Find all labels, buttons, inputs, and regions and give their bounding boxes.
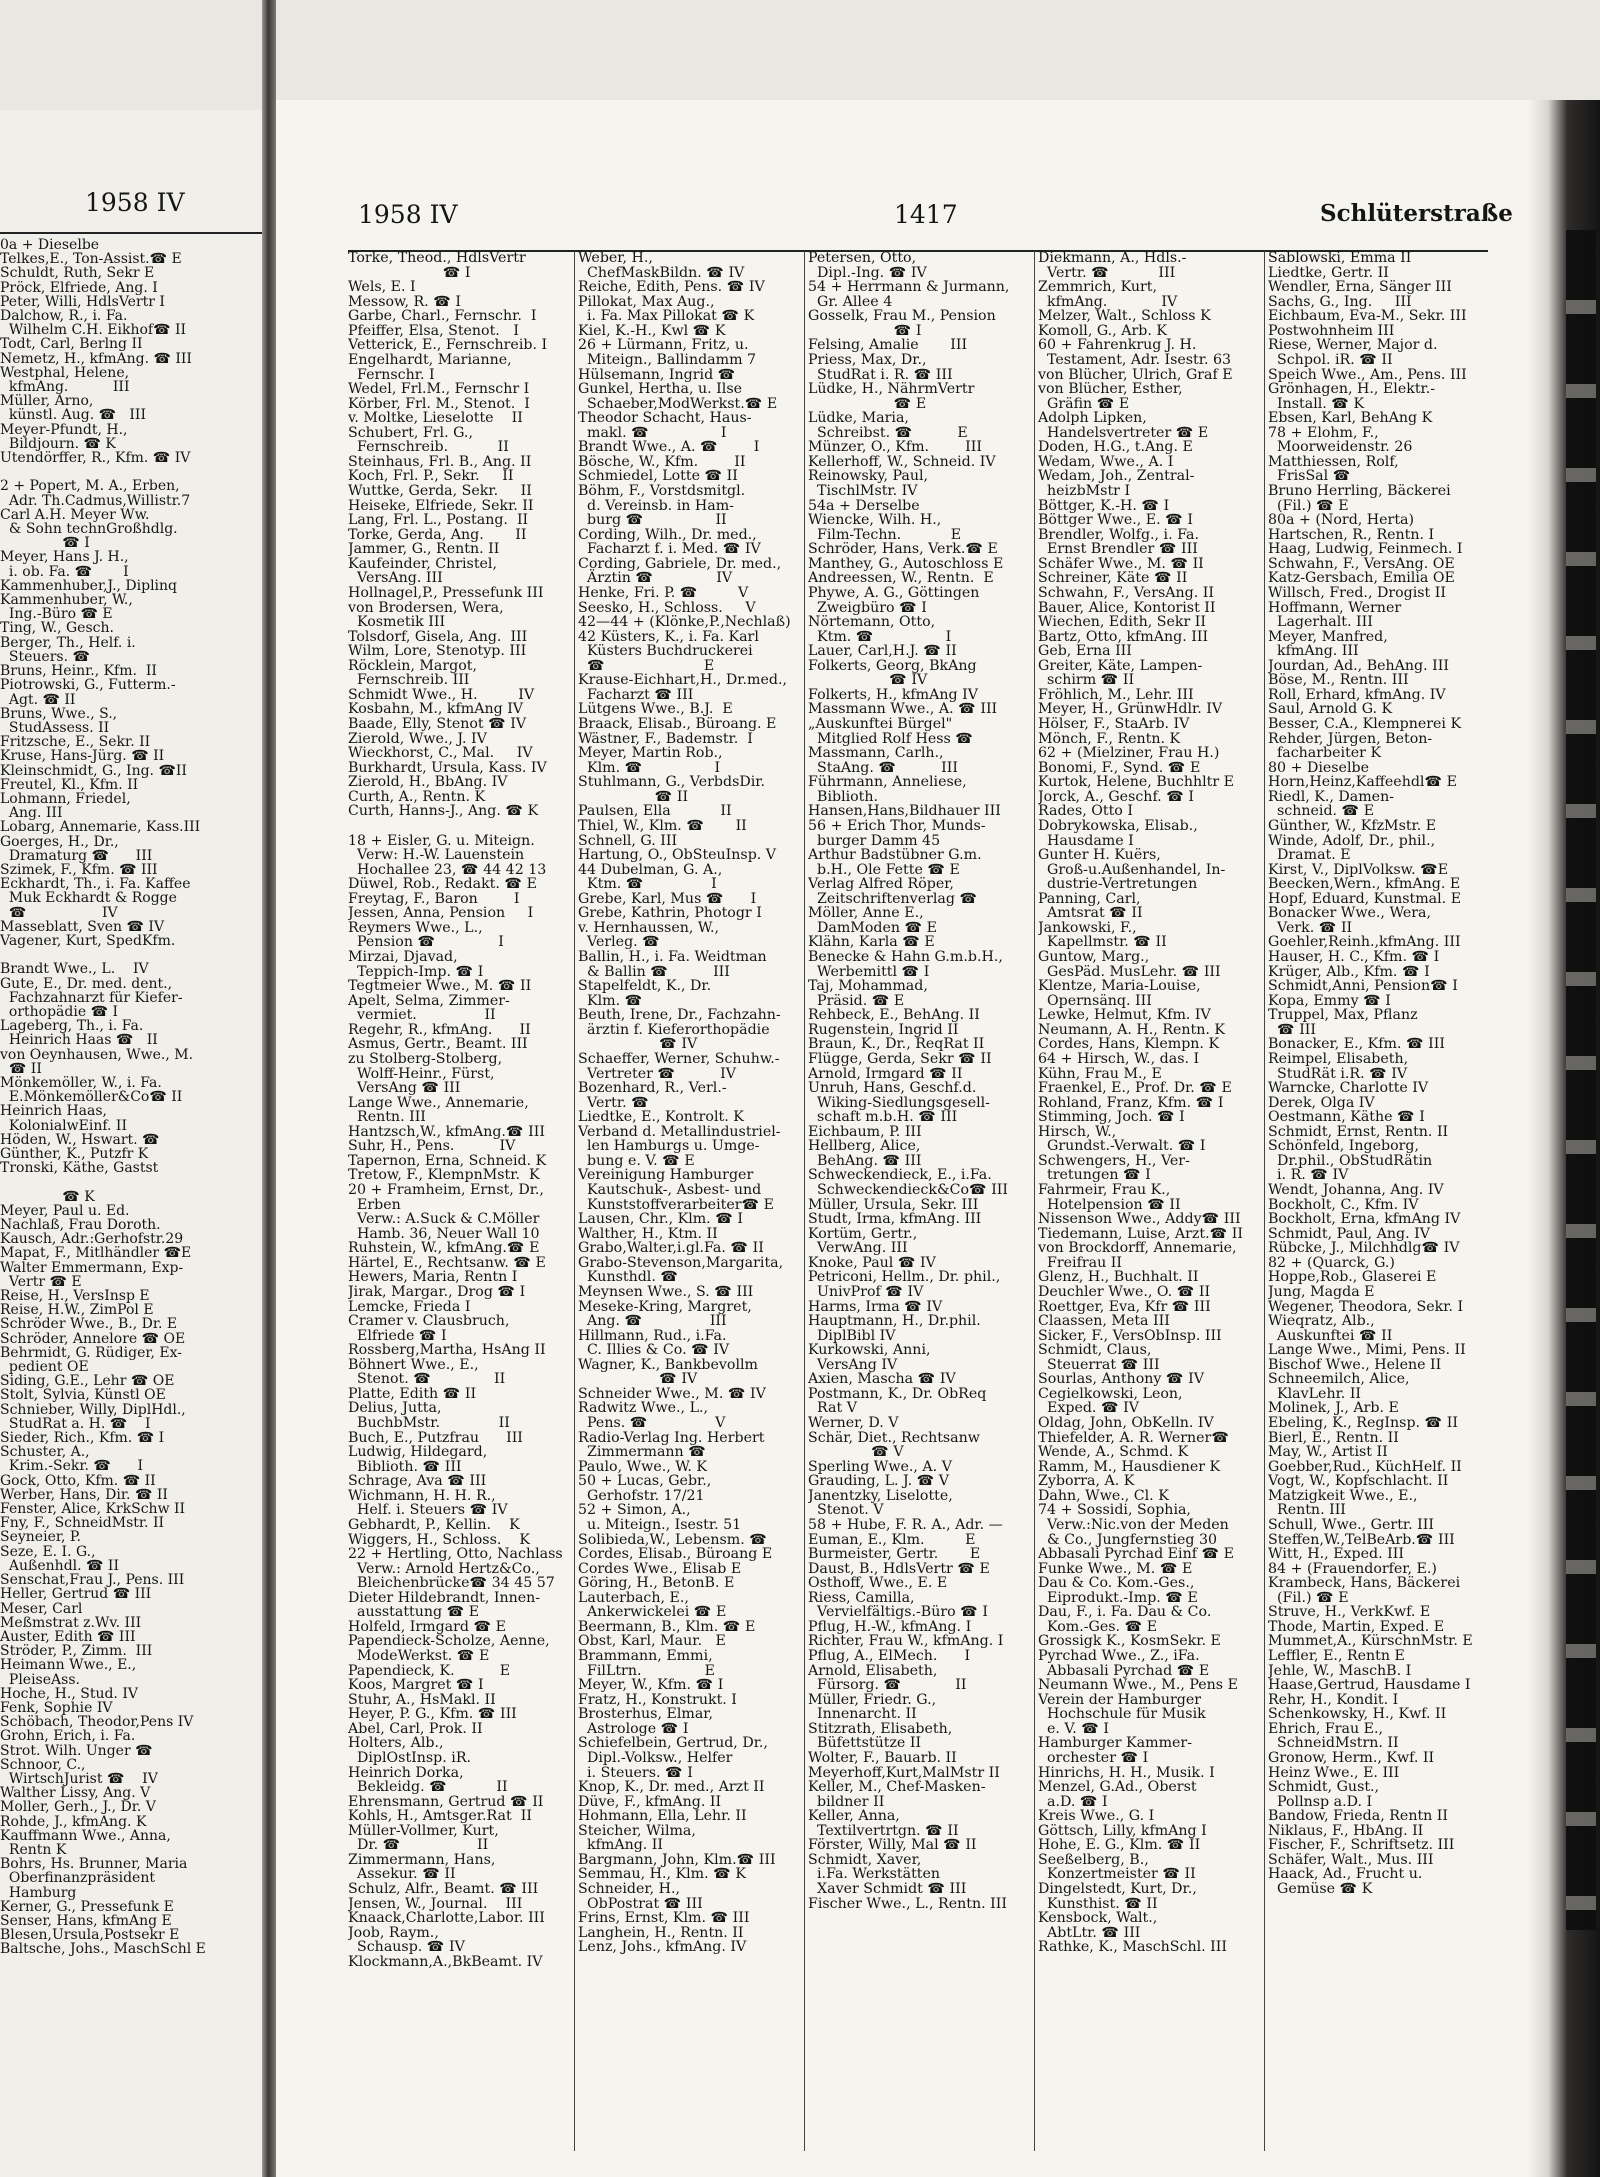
directory-column-4: Diekmann, A., Hdls.- Vertr. ☎ III Zemmrich, Kurt, kfmAng. IV Melzer, Walt., Schloss K Komoll, G., Arb. K 60 + Fahrenkrug J. H. Testament, Adr. Isestr. 63 von Blücher, Ulrich, Graf E von Blücher, Esther, Gräfin ☎ E Adolph Lipken, Handelsvertreter ☎ E Doden, H.G., t.Ang. E Wedam, Wwe., A. I Wedam, Joh., Zentral- heizbMstr I Böttger, K.-H. ☎ I Böttger Wwe., E. ☎ I Brendler, Wolfg., i. Fa. Ernst Brendler ☎ III Schäfer Wwe., M. ☎ II Schreiner, Käte ☎ II Schwahn, F., VersAng. II Bauer, Alice, Kontorist II Wiechen, Edith, Sekr II Bartz, Otto, kfmAng. III Geb, Erna III Greiter, Käte, Lampen- schirm ☎ II Fröhlich, M., Lehr. III Meyer, H., GrünwHdlr. IV Hölser, F., StaArb. IV Mönch, F., Rentn. K 62 + (Mielziner, Frau H.) Bonomi, F., Synd. ☎ E Kurtok, Helene, Buchhltr E Jorck, A., Geschf. ☎ I Rades, Otto I Dobrykowska, Elisab., Hausdame I Gunter H. Kuërs, Groß-u.Außenhandel, In- dustrie-Vertretungen Panning, Carl, Amtsrat ☎ II Jankowski, F., Kapellmstr. ☎ II Guntow, Marg., GesPäd. MusLehr. ☎ III Klentze, Maria-Louise, Opernsänq. III Lewke, Helmut, Kfm. IV Neumann, A. H., Rentn. K Cordes, Hans, Klempn. K 64 + Hirsch, W., das. I Kühn, Frau M., E Fraenkel, E., Prof. Dr. ☎ E Rohland, Franz, Kfm. ☎ I Stimming, Joch. ☎ I Hirsch, W., Grundst.-Verwalt. ☎ I Schwengers, H., Ver- tretungen ☎ I Fahrmeir, Frau K., Hotelpension ☎ II Nissenson Wwe., Addy☎ III Tiedemann, Luise, Arzt.☎ II von Brockdorff, Annemarie, Freifrau II Glenz, H., Buchhalt. II Deuchler Wwe., O. ☎ II Roettger, Eva, Kfr ☎ III Claassen, Meta III Sicker, F., VersObInsp. III Schmidt, Claus, Steuerrat ☎ III Sourlas, Anthony ☎ IV Cegielkowski, Leon, Exped. ☎ IV Oldag, John, ObKelln. IV Thiefelder, A. R. Werner☎ Wende, A., Schmd. K Ramm, M., Hausdiener K Zyborra, A. K Dahn, Wwe., Cl. K 74 + Sossidi, Sophia, Verw.:Nic.von der Meden & Co., Jungfernstieg 30 Abbasali Pyrchad Einf ☎ E Funke Wwe., M. ☎ E Dau & Co. Kom.-Ges., Eiprodukt.-Imp. ☎ E Dau, F., i. Fa. Dau & Co. Kom.-Ges. ☎ E Grossigk K., KosmSekr. E Pyrchad Wwe., Z., iFa. Abbasali Pyrchad ☎ E Neumann Wwe., M., Pens E Verein der Hamburger Hochschule für Musik e. V. ☎ I Hamburger Kammer- orchester ☎ I Hinrichs, H. H., Musik. I Menzel, G.Ad., Oberst a.D. ☎ I Kreis Wwe., G. I Göttsch, Lilly, kfmAng I Hohe, E. G., Klm. ☎ II Seeßelberg, B., Konzertmeister ☎ II Dingelstedt, Kurt, Dr., Kunsthist. ☎ II Kensbock, Walt., AbtLtr. ☎ III Rathke, K., MaschSchl. III [1038,251,1243,1956]
page-number: 1417 [894,200,958,229]
directory-column-3: Petersen, Otto, Dipl.-Ing. ☎ IV 54 + Herrmann & Jurmann, Gr. Allee 4 Gosselk, Frau M., Pension ☎ I Felsing, Amalie III Priess, Max, Dr., StudRat i. R. ☎ III Lüdke, H., NährmVertr ☎ E Lüdke, Maria, Schreibst. ☎ E Münzer, O., Kfm. III Kellerhoff, W., Schneid. IV Reinowsky, Paul, TischlMstr. IV 54a + Derselbe Wiencke, Wilh. H., Film-Techn. E Schröder, Hans, Verk.☎ E Manthey, G., Autoschloss E Andreessen, W., Rentn. E Phywe, A. G., Göttingen Zweigbüro ☎ I Nörtemann, Otto, Ktm. ☎ I Lauer, Carl,H.J. ☎ II Folkerts, Georg, BkAng ☎ IV Folkerts, H., kfmAng IV Massmann Wwe., A. ☎ III „Auskunftei Bürgel" Mitglied Rolf Hess ☎ Massmann, Carlh., StaAng. ☎ III Führmann, Anneliese, Biblioth. Hansen,Hans,Bildhauer III 56 + Erich Thor, Munds- burger Damm 45 Arthur Badstübner G.m. b.H., Ole Fette ☎ E Verlag Alfred Röper, Zeitschriftenverlag ☎ Möller, Anne E., DamModen ☎ E Klähn, Karla ☎ E Benecke & Hahn G.m.b.H., Werbemittl ☎ I Taj, Mohammad, Präsid. ☎ E Rehbeck, E., BehAng. II Rugenstein, Ingrid II Braun, K., Dr., ReqRat II Flügge, Gerda, Sekr ☎ II Arnold, Irmgard ☎ II Unruh, Hans, Geschf.d. Wiking-Siedlungsgesell- schaft m.b.H. ☎ III Eichbaum, P. III Hellberg, Alice, BehAng. ☎ III Schweckendieck, E., i.Fa. Schweckendieck&Co☎ III Müller, Ursula, Sekr. III Studt, Irma, kfmAng. III Kortüm, Gertr., VerwAng. III Knoke, Paul ☎ IV Petriconi, Hellm., Dr. phil., UnivProf ☎ IV Harms, Irma ☎ IV Hauptmann, H., Dr.phil. DiplBibl IV Kurkowski, Anni, VersAng IV Axien, Mascha ☎ IV Postmann, K., Dr. ObReq Rat V Werner, D. V Schär, Diet., Rechtsanw ☎ V Sperling Wwe., A. V Grauding, L. J. ☎ V Janentzky, Liselotte, Stenot. V 58 + Hube, F. R. A., Adr. — Euman, E., Klm. E Burmeister, Gertr. E Daust, B., HdlsVertr ☎ E Osthoff, Wwe., E. E Riess, Camilla, Vervielfältigs.-Büro ☎ I Pflug, H.-W., kfmAng. I Richter, Frau W., kfmAng. I Pflug, A., ElMech. I Arnold, Elisabeth, Fürsorg. ☎ II Müller, Friedr. G., Innenarcht. II Stitzrath, Elisabeth, Büfettstütze II Wolter, F., Bauarb. II Meyerhoff,Kurt,MalMstr II Keller, M., Chef-Masken- bildner II Keller, Anna, Textilvertrtgn. ☎ II Förster, Willy, Mal ☎ II Schmidt, Xaver, i.Fa. Werkstätten Xaver Schmidt ☎ III Fischer Wwe., L., Rentn. III [808,251,1010,1912]
left-header-rule [0,232,262,234]
street-name: Schlüterstraße [1320,200,1513,227]
left-page [0,110,262,2177]
directory-column-2: Weber, H., ChefMaskBildn. ☎ IV Reiche, Edith, Pens. ☎ IV Pillokat, Max Aug., i. Fa. Max Pillokat ☎ K Kiel, K.-H., Kwl ☎ K 26 + Lürmann, Fritz, u. Miteign., Ballindamm 7 Hülsemann, Ingrid ☎ Gunkel, Hertha, u. Ilse Schaeber,ModWerkst.☎ E Theodor Schacht, Haus- makl. ☎ I Brandt Wwe., A. ☎ I Bösche, W., Kfm. II Schmiedel, Lotte ☎ II Böhm, F., Vorstdsmitgl. d. Vereinsb. in Ham- burg ☎ II Cording, Wilh., Dr. med., Facharzt f. i. Med. ☎ IV Cording, Gabriele, Dr. med., Ärztin ☎ IV Henke, Fri. P. ☎ V Seesko, H., Schloss. V 42—44 + (Klönke,P.,Nechlaß) 42 Küsters, K., i. Fa. Karl Küsters Buchdruckerei ☎ E Krause-Eichhart,H., Dr.med., Facharzt ☎ III Lütgens Wwe., B.J. E Braack, Elisab., Büroang. E Wästner, F., Bademstr. I Meyer, Martin Rob., Klm. ☎ I Stuhlmann, G., VerbdsDir. ☎ II Paulsen, Ella II Thiel, W., Klm. ☎ II Schnell, G. III Hartung, O., ObSteuInsp. V 44 Dubelman, G. A., Ktm. ☎ I Grebe, Karl, Mus ☎ I Grebe, Kathrin, Photogr I v. Hernhaussen, W., Verleg. ☎ Ballin, H., i. Fa. Weidtman & Ballin ☎ III Stapelfeldt, K., Dr. Klm. ☎ Beuth, Irene, Dr., Fachzahn- ärztin f. Kieferorthopädie ☎ IV Schaeffer, Werner, Schuhw.- Vertreter ☎ IV Bozenhard, R., Verl.- Vertr. ☎ Liedtke, E., Kontrolt. K Verband d. Metallindustriel- len Hamburgs u. Umge- bung e. V. ☎ E Vereinigung Hamburger Kautschuk-, Asbest- und Kunststoffverarbeiter☎ E Lausen, Chr., Klm. ☎ I Walther, H., Ktm. II Grabo,Walter,i.gl.Fa. ☎ II Grabo-Stevenson,Margarita, Kunsthdl. ☎ Meynsen Wwe., S. ☎ III Meseke-Kring, Margret, Ang. ☎ III Hillmann, Rud., i.Fa. C. Illies & Co. ☎ IV Wagner, K., Bankbevollm ☎ IV Schneider Wwe., M. ☎ IV Radwitz Wwe., L., Pens. ☎ V Radio-Verlag Ing. Herbert Zimmermann ☎ Paulo, Wwe., W. K 50 + Lucas, Gebr., Gerhofstr. 17/21 52 + Simon, A., u. Miteign., Isestr. 51 Solibieda,W., Lebensm. ☎ Cordes, Elisab., Büroang E Cordes Wwe., Elisab E Göring, H., BetonB. E Lauterbach, E., Ankerwickelei ☎ E Beermann, B., Klm. ☎ E Obst, Karl, Maur. E Brammann, Emmi, FilLtrn. E Meyer, W., Kfm. ☎ I Fratz, H., Konstrukt. I Brosterhus, Elmar, Astrologe ☎ I Schiefelbein, Gertrud, Dr., Dipl.-Volksw., Helfer i. Steuers. ☎ I Knop, K., Dr. med., Arzt II Düve, F., kfmAng. II Hohmann, Ella, Lehr. II Steicher, Wilma, kfmAng. II Bargmann, John, Klm.☎ III Semmau, H., Klm. ☎ K Schneider, H., ObPostrat ☎ III Frins, Ernst, Klm. ☎ III Langhein, H., Rentn. II Lenz, Johs., kfmAng. IV [578,251,791,1956]
directory-column-1: Torke, Theod., HdlsVertr ☎ I Wels, E. I Messow, R. ☎ I Garbe, Charl., Fernschr. I Pfeiffer, Elsa, Stenot. I Vetterick, E., Fernschreib. I Engelhardt, Marianne, Fernschr. I Wedel, Frl.M., Fernschr I Körber, Frl. M., Stenot. I v. Moltke, Lieselotte II Schubert, Frl. G., Fernschreib. II Steinhaus, Frl. B., Ang. II Koch, Frl. P., Sekr. II Wuttke, Gerda, Sekr. II Heiseke, Elfriede, Sekr. II Lang, Frl. L., Postang. II Torke, Gerda, Ang. II Jammer, G., Rentn. II Kaufeinder, Christel, VersAng. III Hollnagel,P., Pressefunk III von Brodersen, Wera, Kosmetik III Tolsdorf, Gisela, Ang. III Wilm, Lore, Stenotyp. III Röcklein, Margot, Fernschreib. III Schmidt Wwe., H. IV Kosbahn, M., kfmAng IV Baade, Elly, Stenot ☎ IV Zierold, Wwe., J. IV Wieckhorst, C., Mal. IV Burkhardt, Ursula, Kass. IV Zierold, H., BbAng. IV Curth, A., Rentn. K Curth, Hanns-J., Ang. ☎ K 18 + Eisler, G. u. Miteign. Verw: H.-W. Lauenstein Hochallee 23, ☎ 44 42 13 Düwel, Rob., Redakt. ☎ E Freytag, F., Baron I Jessen, Anna, Pension I Reymers Wwe., L., Pension ☎ I Mirzai, Djavad, Teppich-Imp. ☎ I Tegtmeier Wwe., M. ☎ II Apelt, Selma, Zimmer- vermiet. II Regehr, R., kfmAng. II Asmus, Gertr., Beamt. III zu Stolberg-Stolberg, Wolff-Heinr., Fürst, VersAng ☎ III Lange Wwe., Annemarie, Rentn. III Hantzsch,W., kfmAng.☎ III Suhr, H., Pens. IV Tapernon, Erna, Schneid. K Tretow, F., KlempnMstr. K 20 + Framheim, Ernst, Dr., Erben Verw.: A.Suck & C.Möller Hamb. 36, Neuer Wall 10 Ruhstein, W., kfmAng.☎ E Härtel, E., Rechtsanw. ☎ E Hewers, Maria, Rentn I Jirak, Margar., Drog ☎ I Lemcke, Frieda I Cramer v. Clausbruch, Elfriede ☎ I Rossberg,Martha, HsAng II Böhnert Wwe., E., Stenot. ☎ II Platte, Edith ☎ II Delius, Jutta, BuchbMstr. II Buch, E., Putzfrau III Ludwig, Hildegard, Biblioth. ☎ III Schrage, Ava ☎ III Wichmann, H. H. R., Helf. i. Steuers ☎ IV Gebhardt, P., Kellin. K Wiggers, H., Schloss. K 22 + Hertling, Otto, Nachlass Verw.: Arnold Hertz&Co., Bleichenbrücke☎ 34 45 57 Dieter Hildebrandt, Innen- ausstattung ☎ E Holfeld, Irmgard ☎ E Papendieck-Scholze, Aenne, ModeWerkst. ☎ E Papendieck, K. E Koos, Margret ☎ I Stuhr, A., HsMakl. II Heyer, P. G., Kfm. ☎ III Abel, Carl, Prok. II Holters, Alb., DiplOstInsp. iR. Heinrich Dorka, Bekleidg. ☎ II Ehrensmann, Gertrud ☎ II Kohls, H., Amtsger.Rat II Müller-Vollmer, Kurt, Dr. ☎ II Zimmermann, Hans, Assekur. ☎ II Schulz, Alfr., Beamt. ☎ III Jensen, W., Journal. III Knaack,Charlotte,Labor. III Joob, Raym., Schausp. ☎ IV Klockmann,A.,BkBeamt. IV [348,251,563,1970]
column-divider [804,251,805,2151]
page-year-header: 1958 IV [358,200,458,229]
next-page-edge [1566,230,1596,1930]
right-page [276,100,1600,2177]
directory-column-5: Sablowski, Emma II Liedtke, Gertr. II Wendler, Erna, Sänger III Sachs, G., Ing. III Eichbaum, Eva-M., Sekr. III Postwohnheim III Riese, Werner, Major d. Schpol. iR. ☎ II Speich Wwe., Am., Pens. III Grönhagen, H., Elektr.- Install. ☎ K Ebsen, Karl, BehAng K 78 + Elohm, F., Moorweidenstr. 26 Matthiessen, Rolf, FrisSal ☎ Bruno Herrling, Bäckerei (Fil.) ☎ E 80a + (Nord, Herta) Hartschen, R., Rentn. I Haag, Ludwig, Feinmech. I Schwahn, F., VersAng. OE Katz-Gersbach, Emilia OE Willsch, Fred., Drogist II Hoffmann, Werner Lagerhalt. III Meyer, Manfred, kfmAng. III Jourdan, Ad., BehAng. III Böse, M., Rentn. III Roll, Erhard, kfmAng. IV Saul, Arnold G. K Besser, C.A., Klempnerei K Rehder, Jürgen, Beton- facharbeiter K 80 + Dieselbe Horn,Heinz,Kaffeehdl☎ E Riedl, K., Damen- schneid. ☎ E Günther, W., KfzMstr. E Winde, Adolf, Dr., phil., Dramat. E Kirst, V., DiplVolksw. ☎E Beecken,Wern., kfmAng. E Hopf, Eduard, Kunstmal. E Bonacker Wwe., Wera, Verk. ☎ II Goehler,Reinh.,kfmAng. III Hauser, H. C., Kfm. ☎ I Krüger, Alb., Kfm. ☎ I Schmidt,Anni, Pension☎ I Kopa, Emmy ☎ I Truppel, Max, Pflanz ☎ III Bonacker, E., Kfm. ☎ III Reimpel, Elisabeth, StudRät i.R. ☎ IV Warncke, Charlotte IV Derek, Olga IV Oestmann, Käthe ☎ I Schmidt, Ernst, Rentn. II Schönfeld, Ingeborg, Dr.phil., ObStudRätin i. R. ☎ IV Wendt, Johanna, Ang. IV Bockholt, C., Kfm. IV Bockholt, Erna, kfmAng IV Schmidt, Paul, Ang. IV Rübcke, J., Milchhdlg☎ IV 82 + (Quarck, G.) Hoppe,Rob., Glaserei E Jung, Magda E Wegener, Theodora, Sekr. I Wieqratz, Alb., Auskunftei ☎ II Lange Wwe., Mimi, Pens. II Bischof Wwe., Helene II Schneemilch, Alice, KlavLehr. II Molinek, J., Arb. E Ebeling, K., RegInsp. ☎ II Bierl, E., Rentn. II May, W., Artist II Goebber,Rud., KüchHelf. II Vogt, W., Kopfschlacht. II Matzigkeit Wwe., E., Rentn. III Schull, Wwe., Gertr. III Steffen,W.,TelBeArb.☎ III Witt, H., Exped. III 84 + (Frauendorfer, E.) Krambeck, Hans, Bäckerei (Fil.) ☎ E Struve, H., VerkKwf. E Thode, Martin, Exped. E Mummet,A., KürschnMstr. E Leffler, E., Rentn E Jehle, W., MaschB. I Haase,Gertrud, Hausdame I Rehr, H., Kondit. I Schenkowsky, H., Kwf. II Ehrich, Frau E., SchneidMstrn. II Gronow, Herm., Kwf. II Heinz Wwe., E. III Schmidt, Gust., Pollnsp a.D. I Bandow, Frieda, Rentn II Niklaus, F., HbAng. II Fischer, F., Schriftsetz. III Schäfer, Walt., Mus. III Haack, Ad., Frucht u. Gemüse ☎ K [1268,251,1473,1897]
directory-columns [348,251,1488,2151]
left-page-text: 0a + Dieselbe Telkes,E., Ton-Assist.☎ E Schuldt, Ruth, Sekr E Pröck, Elfriede, Ang. I Peter, Willi, HdlsVertr I Dalchow, R., i. Fa. Wilhelm C.H. Eikhof☎ II Todt, Carl, Berlng II Nemetz, H., kfmAng. ☎ III Westphal, Helene, kfmAng. III Müller, Arno, künstl. Aug. ☎ III Meyer-Pfundt, H., Bildjourn. ☎ K Utendörffer, R., Kfm. ☎ IV 2 + Popert, M. A., Erben, Adr. Th.Cadmus,Willistr.7 Carl A.H. Meyer Ww. & Sohn technGroßhdlg. ☎ I Meyer, Hans J. H., i. ob. Fa. ☎ I Kammenhuber,J., Diplinq Kammenhuber, W., Ing.-Büro ☎ E Ting, W., Gesch. Berger, Th., Helf. i. Steuers. ☎ Bruns, Heinr., Kfm. II Piotrowski, G., Futterm.- Agt. ☎ II Bruns, Wwe., S., StudAssess. II Fritzsche, E., Sekr. II Kruse, Hans-Jürg. ☎ II Kleinschmidt, G., Ing. ☎II Freutel, Kl., Kfm. II Lohmann, Friedel, Ang. III Lobarg, Annemarie, Kass.III Goerges, H., Dr., Dramaturg ☎ III Szimek, F., Kfm. ☎ III Eckhardt, Th., i. Fa. Kaffee Muk Eckhardt & Rogge ☎ IV Masseblatt, Sven ☎ IV Vagener, Kurt, SpedKfm. Brandt Wwe., L. IV Gute, E., Dr. med. dent., Fachzahnarzt für Kiefer- orthopädie ☎ I Lageberg, Th., i. Fa. Heinrich Haas ☎ II von Oeynhausen, Wwe., M. ☎ II Mönkemöller, W., i. Fa. E.Mönkemöller&Co☎ II Heinrich Haas, KolonialwEinf. II Höden, W., Hswart. ☎ Günther, K., Putzfr K Tronski, Käthe, Gastst ☎ K Meyer, Paul u. Ed. Nachlaß, Frau Doroth. Kausch, Adr.:Gerhofstr.29 Mapat, F., Mitlhändler ☎E Walter Emmermann, Exp- Vertr ☎ E Reise, H., VersInsp E Reise, H.W., ZimPol E Schröder Wwe., B., Dr. E Schröder, Annelore ☎ OE Behrmidt, G. Rüdiger, Ex- pedient OE Siding, G.E., Lehr ☎ OE Stolt, Sylvia, Künstl OE Schnieber, Willy, DiplHdl., StudRat a. H. ☎ I Sieder, Rich., Kfm. ☎ I Schuster, A., Krim.-Sekr. ☎ I Gock, Otto, Kfm. ☎ II Werber, Hans, Dir. ☎ II Fenster, Alice, KrkSchw II Fny, F., SchneidMstr. II Seyneier, P. Seze, E. I. G., Außenhdl. ☎ II Senschat,Frau J., Pens. III Heller, Gertrud ☎ III Meser, Carl Meßmstrat z.Wv. III Auster, Edith ☎ III Ströder, P., Zimm. III Heimann Wwe., E., PleiseAss. Hoche, H., Stud. IV Fenk, Sophie IV Schöbach, Theodor,Pens IV Grohn, Erich, i. Fa. Strot. Wilh. Unger ☎ Schnoor, C., WirtschJurist ☎ IV Walther Lissy, Ang. V Moller, Gerh., J., Dr. V Rohde, J., kfmAng. K Kauffmann Wwe., Anna, Rentn K Bohrs, Hs. Brunner, Maria Oberfinanzpräsident Hamburg Kerner, G., Pressefunk E Senser, Hans, kfmAng E Blesen,Ursula,Postsekr E Baltsche, Johs., MaschSchl E [0,237,206,1958]
column-divider [1034,251,1035,2151]
column-divider [1264,251,1265,2151]
column-divider [574,251,575,2151]
book-gutter [262,0,276,2177]
left-page-header: 1958 IV [85,188,185,217]
